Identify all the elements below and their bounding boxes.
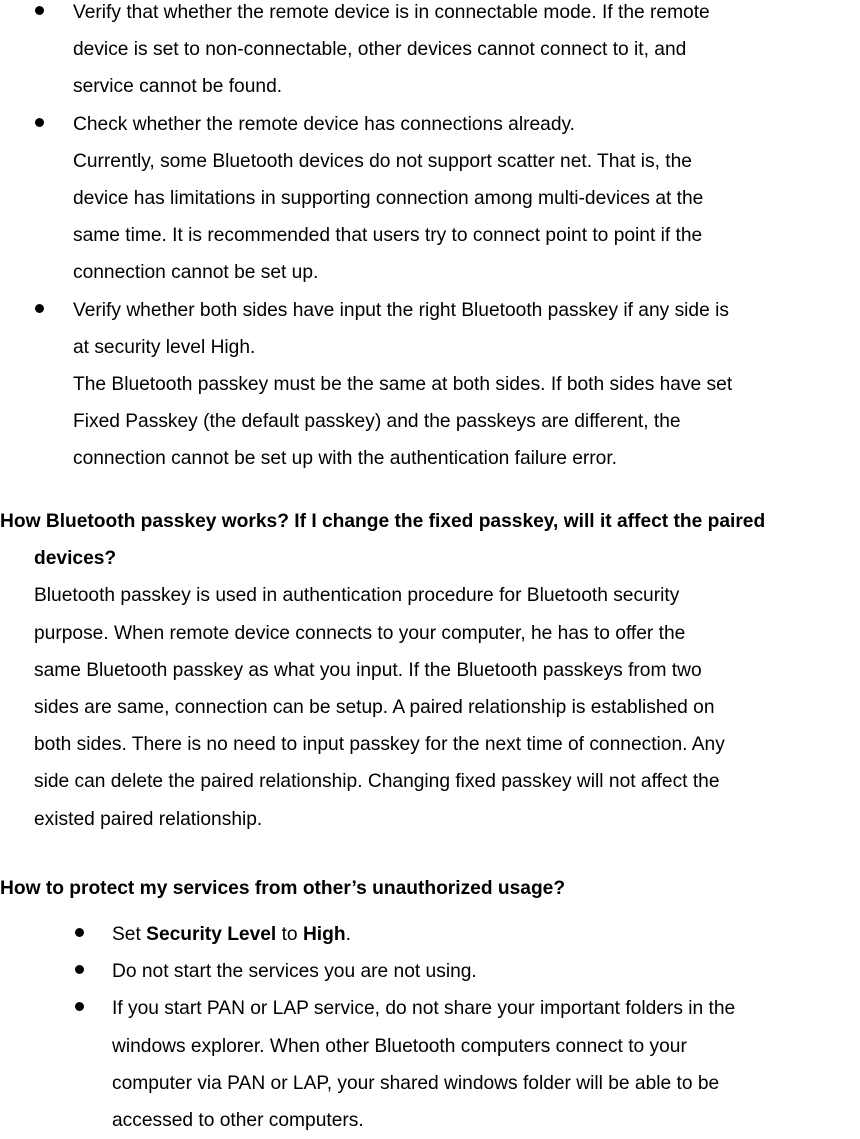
high-term: High (302, 924, 346, 945)
text-line: Check whether the remote device has connections already. (73, 113, 575, 135)
text-line: computer via PAN or LAP, your shared windows folder will be able to be (112, 1072, 720, 1094)
text-line: Verify that whether the remote device is in connectable mode. If the remote (73, 2, 710, 23)
text-line: accessed to other computers. (112, 1110, 364, 1132)
text-line: Bluetooth passkey is used in authentication procedure for Bluetooth security (34, 585, 680, 607)
text-line: at security level High. (73, 336, 256, 358)
text-line: connection cannot be set up. (73, 262, 319, 284)
text-line: Fixed Passkey (the default passkey) and the passkeys are different, the (73, 411, 681, 433)
question-heading: How to protect my services from other’s unauthorized usage? (0, 878, 566, 899)
list-item (0, 953, 860, 990)
question-heading: How Bluetooth passkey works? If I change the fixed passkey, will it affect the paired (0, 511, 766, 532)
security-level-term: Security Level (146, 924, 277, 945)
text-line: existed paired relationship. (34, 808, 263, 830)
security-tips-list (0, 916, 860, 1139)
text-line: device is set to non-connectable, other devices cannot connect to it, and (73, 39, 687, 61)
text-line: If you start PAN or LAP service, do not share your important folders in the (112, 998, 736, 1020)
text-line: side can delete the paired relationship. Changing fixed passkey will not affect the (34, 771, 720, 793)
bullet-icon (35, 304, 44, 313)
question-heading-continued: devices? (34, 548, 117, 570)
text-line: both sides. There is no need to input passkey for the next time of connection. Any (34, 734, 725, 756)
text-fragment: to (276, 924, 303, 945)
security-faq (0, 870, 860, 907)
list-item (0, 990, 860, 1139)
text-line (112, 916, 860, 953)
text-line: same Bluetooth passkey as what you input. If the Bluetooth passkeys from two (34, 659, 702, 681)
text-line: device has limitations in supporting connection among multi-devices at the (73, 188, 704, 210)
list-item (0, 106, 860, 292)
text-line: same time. It is recommended that users try to connect point to point if the (73, 225, 703, 247)
bullet-icon (75, 965, 84, 974)
text-line: The Bluetooth passkey must be the same at both sides. If both sides have set (73, 374, 733, 396)
list-item (0, 292, 860, 478)
text-fragment: . (345, 924, 351, 945)
text-line: service cannot be found. (73, 76, 283, 98)
list-item (0, 0, 860, 106)
text-line: windows explorer. When other Bluetooth computers connect to your (112, 1035, 687, 1057)
text-line: Do not start the services you are not using. (112, 961, 477, 983)
text-fragment: Set (112, 924, 147, 945)
bullet-icon (75, 928, 84, 937)
text-line: Verify whether both sides have input the right Bluetooth passkey if any side is (73, 299, 729, 321)
bullet-icon (75, 1002, 84, 1011)
bullet-icon (35, 118, 44, 127)
list-item (0, 916, 860, 953)
bullet-icon (35, 6, 44, 15)
troubleshooting-list (0, 0, 860, 478)
text-line: purpose. When remote device connects to your computer, he has to offer the (34, 622, 686, 644)
passkey-faq (0, 503, 860, 838)
text-line: sides are same, connection can be setup. A paired relationship is established on (34, 697, 715, 719)
answer-paragraph (34, 577, 860, 837)
text-line: connection cannot be set up with the authentication failure error. (73, 448, 617, 470)
text-line: Currently, some Bluetooth devices do not support scatter net. That is, the (73, 150, 692, 172)
